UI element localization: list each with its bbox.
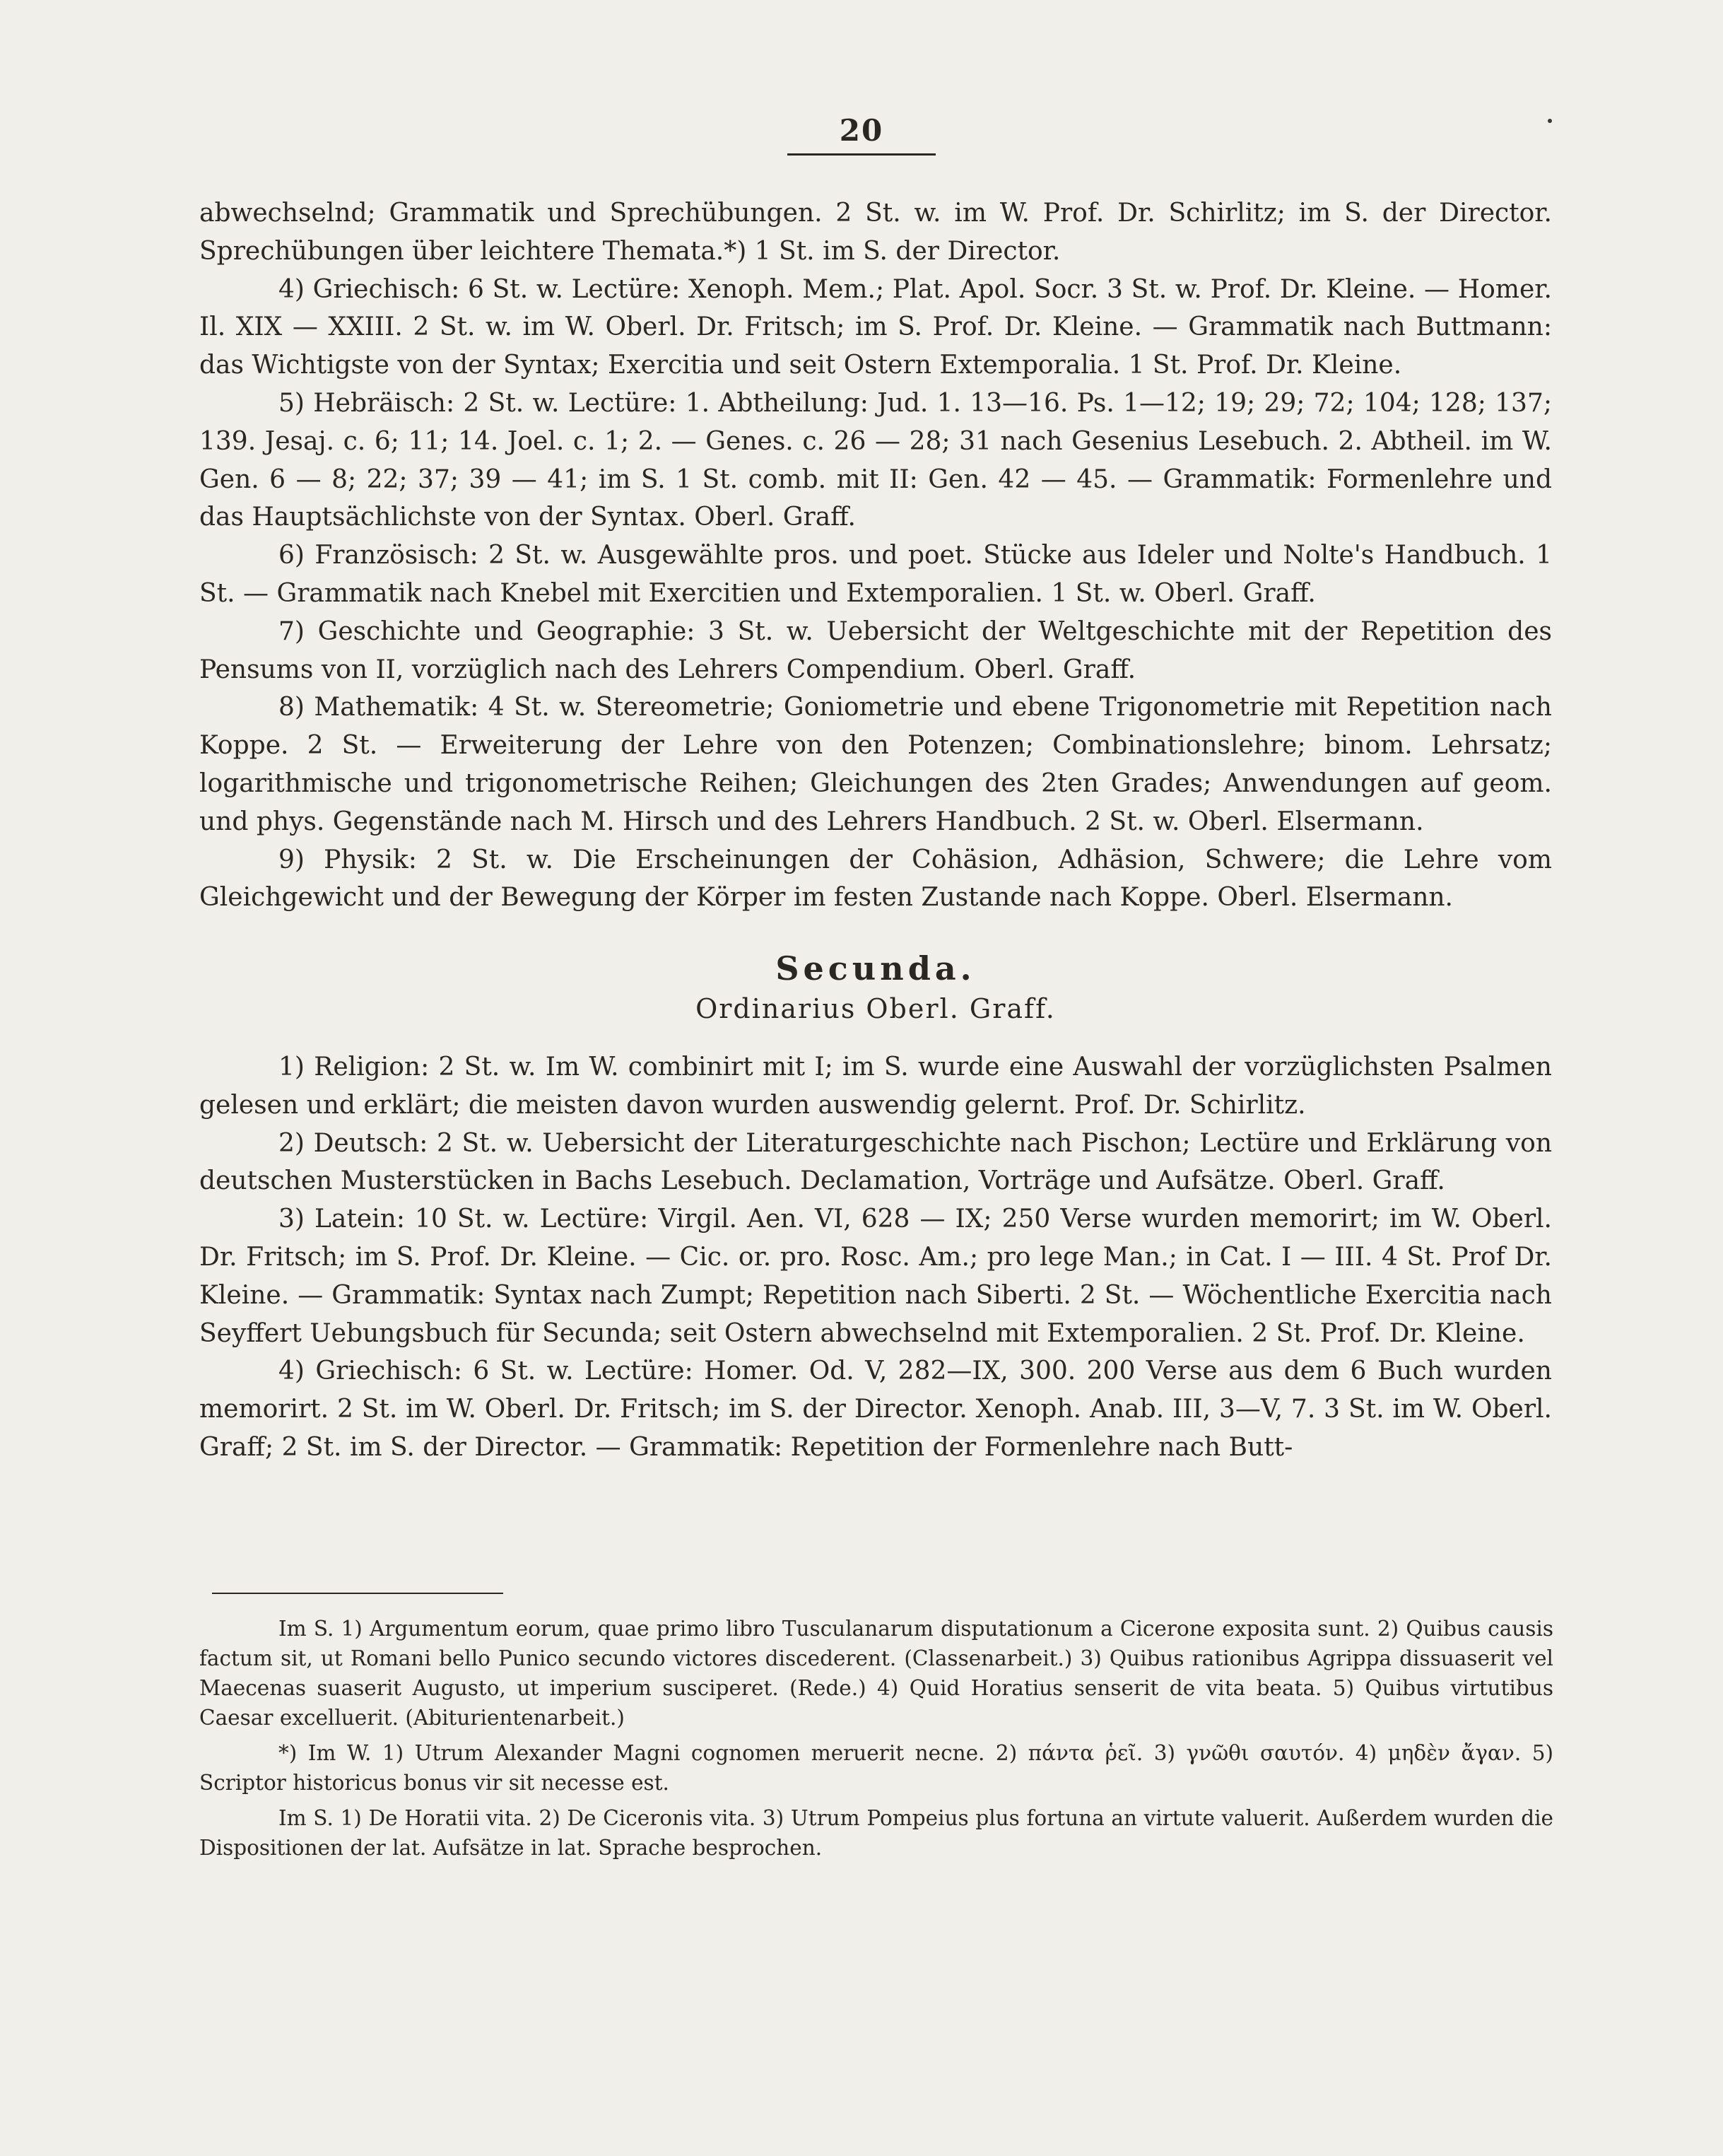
paragraph-continued: abwechselnd; Grammatik und Sprechübungen. 2 St. w. im W. Prof. Dr. Schirlitz; im S. der Director. Sprechübungen über leichtere Themata.*) 1 St. im S. der Director.: [199, 199, 1552, 266]
footnote-2: *) Im W. 1) Utrum Alexander Magni cognomen meruerit necne. 2) πάντα ῥεῖ. 3) γνῶθι σαυτόν. 4) μηδὲν ἄγαν. 5) Scriptor historicus bonus vir sit necesse est.: [199, 1741, 1553, 1795]
paragraph-religion: 1) Religion: 2 St. w. Im W. combinirt mit I; im S. wurde eine Auswahl der vorzüglichsten Psalmen gelesen und erklärt; die meisten davon wurden auswendig gelernt. Prof. Dr. Schirlitz.: [199, 1052, 1552, 1120]
section-subtitle: Ordinarius Oberl. Graff.: [695, 993, 1056, 1025]
section-title: Secunda.: [775, 949, 976, 988]
paragraph-griechisch-secunda: 4) Griechisch: 6 St. w. Lectüre: Homer. Od. V, 282—IX, 300. 200 Verse aus dem 6 Buch wurden memorirt. 2 St. im W. Oberl. Dr. Fritsch; im S. der Director. Xenoph. Anab. III, 3—V, 7. 3 St. im W. Oberl. Graff; 2 St. im S. der Director. — Grammatik: Repetition der Formenlehre nach Butt-: [199, 1357, 1552, 1462]
paragraph-hebraeisch: 5) Hebräisch: 2 St. w. Lectüre: 1. Abtheilung: Jud. 1. 13—16. Ps. 1—12; 19; 29; 72; 104; 128; 137; 139. Jesaj. c. 6; 11; 14. Joel. c. 1; 2. — Genes. c. 26 — 28; 31 nach Gesenius Lesebuch. 2. Abtheil. im W. Gen. 6 — 8; 22; 37; 39 — 41; im S. 1 St. comb. mit II: Gen. 42 — 45. — Grammatik: Formenlehre und das Hauptsächlichste von der Syntax. Oberl. Graff.: [199, 388, 1552, 532]
paragraph-latein: 3) Latein: 10 St. w. Lectüre: Virgil. Aen. VI, 628 — IX; 250 Verse wurden memorirt; im W. Oberl. Dr. Fritsch; im S. Prof. Dr. Kleine. — Cic. or. pro. Rosc. Am.; pro lege Man.; in Cat. I — III. 4 St. Prof Dr. Kleine. — Grammatik: Syntax nach Zumpt; Repetition nach Siberti. 2 St. — Wöchentliche Exercitia nach Seyffert Uebungsbuch für Secunda; seit Ostern abwechselnd mit Extemporalien. 2 St. Prof. Dr. Kleine.: [199, 1205, 1552, 1348]
paragraph-griechisch-prima: 4) Griechisch: 6 St. w. Lectüre: Xenoph. Mem.; Plat. Apol. Socr. 3 St. w. Prof. Dr. Kleine. — Homer. Il. XIX — XXIII. 2 St. w. im W. Oberl. Dr. Fritsch; im S. Prof. Dr. Kleine. — Grammatik nach Buttmann: das Wichtigste von der Syntax; Exercitia und seit Ostern Extemporalia. 1 St. Prof. Dr. Kleine.: [199, 274, 1552, 380]
paragraph-mathematik: 8) Mathematik: 4 St. w. Stereometrie; Goniometrie und ebene Trigonometrie mit Repetition nach Koppe. 2 St. — Erweiterung der Lehre von den Potenzen; Combinationslehre; binom. Lehrsatz; logarithmische und trigonometrische Reihen; Gleichungen des 2ten Grades; Anwendungen auf geom. und phys. Gegenstände nach M. Hirsch und des Lehrers Handbuch. 2 St. w. Oberl. Elsermann.: [199, 693, 1552, 836]
page-header: [0, 113, 1723, 156]
footnote-divider: [212, 1593, 503, 1594]
paragraph-deutsch: 2) Deutsch: 2 St. w. Uebersicht der Literaturgeschichte nach Pischon; Lectüre und Erklärung von deutschen Musterstücken in Bachs Lesebuch. Declamation, Vorträge und Aufsätze. Oberl. Graff.: [199, 1128, 1552, 1196]
footnotes: [199, 1614, 1553, 1868]
page-number: 20: [787, 113, 936, 156]
footnote-3: Im S. 1) De Horatii vita. 2) De Ciceronis vita. 3) Utrum Pompeius plus fortuna an virtute valuerit. Außerdem wurden die Dispositionen der lat. Aufsätze in lat. Sprache besprochen.: [199, 1806, 1553, 1860]
paragraph-geschichte: 7) Geschichte und Geographie: 3 St. w. Uebersicht der Weltgeschichte mit der Repetition des Pensums von II, vorzüglich nach des Lehrers Compendium. Oberl. Graff.: [199, 616, 1552, 684]
paragraph-physik: 9) Physik: 2 St. w. Die Erscheinungen der Cohäsion, Adhäsion, Schwere; die Lehre vom Gleichgewicht und der Bewegung der Körper im festen Zustande nach Koppe. Oberl. Elsermann.: [199, 845, 1552, 913]
paragraph-franzoesisch: 6) Französisch: 2 St. w. Ausgewählte pros. und poet. Stücke aus Ideler und Nolte's Handbuch. 1 St. — Grammatik nach Knebel mit Exercitien und Extemporalien. 1 St. w. Oberl. Graff.: [199, 541, 1552, 608]
main-text: [199, 194, 1552, 1467]
footnote-1: Im S. 1) Argumentum eorum, quae primo libro Tusculanarum disputationum a Cicerone exposita sunt. 2) Quibus causis factum sit, ut Romani bello Punico secundo victores discederent. (Classenarbeit.) 3) Quibus rationibus Agrippa dissuaserit vel Maecenas suaserit Augusto, ut imperium susciperet. (Rede.) 4) Quid Horatius senserit de vita beata. 5) Quibus virtutibus Caesar excelluerit. (Abiturientenarbeit.): [199, 1617, 1553, 1730]
